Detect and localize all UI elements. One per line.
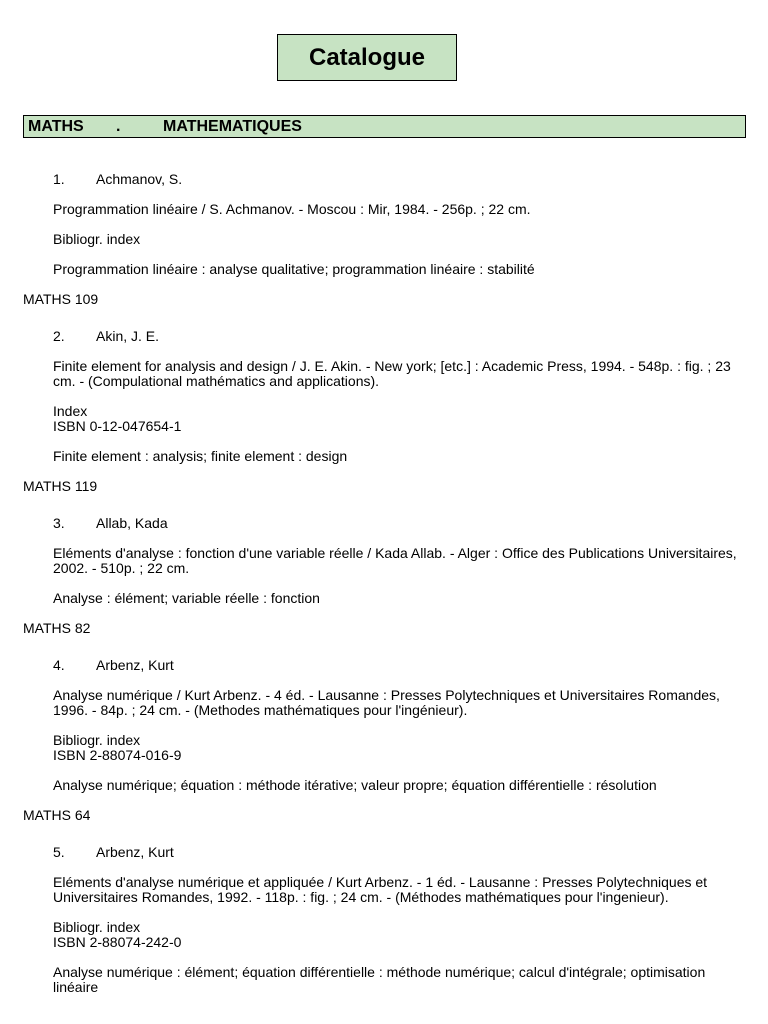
- entry-description: Analyse numérique / Kurt Arbenz. - 4 éd. - Lausanne : Presses Polytechniques et Universitaires Romandes, 1996. - 84p. ; 24 cm. - (Methodes mathématiques pour l'ingénieur).: [53, 687, 720, 718]
- entry-description: Eléments d'analyse : fonction d'une variable réelle / Kada Allab. - Alger : Office des Publications Universitaires, 2002. - 510p. ; 22 cm.: [53, 545, 737, 576]
- entry-author: Arbenz, Kurt: [96, 657, 174, 673]
- entry-subjects: Analyse numérique : élément; équation différentielle : méthode numérique; calcul d'intégrale; optimisation linéaire: [53, 964, 706, 995]
- catalogue-title: [277, 34, 457, 81]
- entry-subjects: Analyse numérique; équation : méthode itérative; valeur propre; équation différentielle : résolution: [53, 777, 657, 793]
- entry-subjects: Programmation linéaire : analyse qualitative; programmation linéaire : stabilité: [53, 261, 535, 277]
- entry-number: 3.: [53, 515, 65, 531]
- section-separator: .: [116, 118, 121, 135]
- catalogue-title-text: Catalogue: [308, 43, 425, 71]
- entry-shelfmark: MATHS 109: [23, 291, 99, 307]
- entry-notes: Bibliogr. index: [53, 919, 141, 935]
- entry-shelfmark: MATHS 119: [23, 478, 98, 494]
- entry-number: 2.: [53, 328, 65, 344]
- section-code: MATHS: [28, 118, 84, 135]
- entry-isbn: ISBN 2-88074-242-0: [53, 934, 182, 950]
- entry-isbn: ISBN 2-88074-016-9: [53, 747, 182, 763]
- entry-description: Programmation linéaire / S. Achmanov. - Moscou : Mir, 1984. - 256p. ; 22 cm.: [53, 201, 531, 217]
- entry-description: Finite element for analysis and design / J. E. Akin. - New york; [etc.] : Academic Press, 1994. - 548p. : fig. ; 23 cm. - (Compulational mathématics and applications).: [53, 358, 731, 389]
- entry-number: 1.: [53, 171, 65, 187]
- entry-notes: Bibliogr. index: [53, 732, 141, 748]
- entry-number: 4.: [53, 657, 65, 673]
- entry-author: Arbenz, Kurt: [96, 844, 174, 860]
- entry-number: 5.: [53, 844, 65, 860]
- entry-author: Allab, Kada: [96, 515, 168, 531]
- entry-isbn: ISBN 0-12-047654-1: [53, 418, 182, 434]
- entry-subjects: Analyse : élément; variable réelle : fonction: [53, 590, 320, 606]
- entry-author: Akin, J. E.: [96, 328, 160, 344]
- entry-shelfmark: MATHS 82: [23, 620, 91, 636]
- entry-subjects: Finite element : analysis; finite element : design: [53, 448, 348, 464]
- entry-shelfmark: MATHS 64: [23, 807, 91, 823]
- section-heading: [23, 115, 746, 138]
- section-name: MATHEMATIQUES: [163, 118, 302, 135]
- entry-author: Achmanov, S.: [96, 171, 183, 187]
- entry-description: Eléments d'analyse numérique et appliquée / Kurt Arbenz. - 1 éd. - Lausanne : Presses Polytechniques et Universitaires Romandes, 1992. - 118p. : fig. ; 24 cm. - (Méthodes mathématiques pour l'ingenieur).: [53, 874, 708, 905]
- entry-notes: Index: [53, 403, 88, 419]
- entry-notes: Bibliogr. index: [53, 231, 141, 247]
